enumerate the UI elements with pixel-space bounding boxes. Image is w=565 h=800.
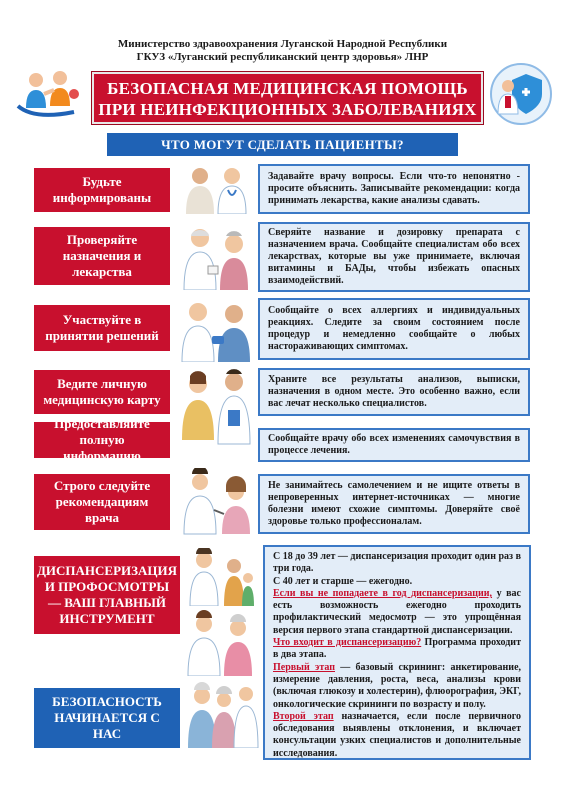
tip-label-informed: Будьте информированы [34,168,170,212]
dispanser-para-6-text: назначается, если после первичного обследования выявлены отклонения, и включает консультации узких специалистов и дополнительные исследования. [273,710,521,759]
dispanser-para-5 [273,662,521,711]
tip-label-full-info: Предоставляйте полную информацию [34,422,170,458]
ministry-line-1: Министерство здравоохранения Луганской Народной Республики [117,38,448,50]
tip-label-medical-record: Ведите личную медицинскую карту [34,370,170,414]
tip-text-prescriptions [258,222,530,292]
tip-text-informed [258,164,530,214]
tip-text: Сверяйте название и дозировку препарата с назначением врача. Сообщайте специалистам обо всех лекарствах, которые вы уже принимаете, включая витамины и БАДы, чтобы избежать опасных взаимодействий. [268,226,520,287]
tip-text-full-info [258,428,530,462]
safety-label: БЕЗОПАСНОСТЬ НАЧИНАЕТСЯ С НАС [34,688,180,748]
tip-text: Не занимайтесь самолечением и не ищите ответы в непроверенных интернет-источниках — многие болезни имеют схожие симптомы. Доверяйте своё здоровье только профессионалам. [268,479,520,528]
dispanser-second-stage: Второй этап [273,710,334,722]
doctors-logo-icon [14,64,88,122]
doctor-family-icon [184,548,260,606]
dispanser-label: ДИСПАНСЕРИЗАЦИЯ И ПРОФОСМОТРЫ — ВАШ ГЛАВНЫЙ ИНСТРУМЕНТ [34,556,180,634]
section-subtitle: ЧТО МОГУТ СДЕЛАТЬ ПАЦИЕНТЫ? [107,133,458,156]
doctor-patient-icon [178,164,256,214]
doctor-examining-patient-icon [178,468,256,536]
dispanser-para-4-text: Программа проходит в два этапа. [273,637,521,661]
tip-text-decisions [258,298,530,360]
main-title-banner [92,72,483,124]
doctor-elderly-patient-icon [184,610,260,676]
pharmacist-icon [178,222,256,290]
tip-label-prescriptions: Проверяйте назначения и лекарства [34,227,170,285]
doctors-shield-logo-icon [490,62,552,126]
dispanser-para-4 [273,637,521,662]
tip-text: Задавайте врачу вопросы. Если что-то непонятно - просите объяснить. Записывайте рекомендации: когда принимать лекарства, какие анализы сдавать. [268,170,520,207]
ministry-header [0,38,565,64]
tip-text: Сообщайте врачу обо всех изменениях самочувствия в процессе лечения. [268,432,520,456]
dispanser-para-5-text: — базовый скрининг: анкетирование, измерение давления, роста, веса, анализы крови (включая глюкозу и холестерин), флюорография, ЭКГ, онкологические скрининги по возрасту и полу. [273,661,522,710]
dispanser-link-not-in-year[interactable]: Если вы не попадаете в год диспансеризации, [273,587,493,599]
tip-label-follow-recommendations: Строго следуйте рекомендациям врача [34,474,170,530]
dispanser-link-whats-included[interactable]: Что входит в диспансеризацию? [273,637,422,649]
ministry-line-2: ГКУЗ «Луганский республиканский центр здоровья» ЛНР [136,51,429,63]
tip-text: Храните все результаты анализов, выписки, назначения в одном месте. Это особенно важно, если вас лечат несколько специалистов. [268,373,520,410]
tip-label-decisions: Участвуйте в принятии решений [34,305,170,351]
tip-text-follow-recommendations [258,474,530,534]
dispanser-para-3 [273,588,521,637]
tip-text: Сообщайте о всех аллергиях и индивидуальных реакциях. Следите за своим состоянием после процедур и немедленно сообщайте о любых настораживающих симптомах. [268,304,520,353]
dispanser-para-3-text: у вас есть возможность ежегодно проходить профилактический медосмотр — это упрощённая версия первого этапа стандартной диспансеризации. [273,587,521,636]
elderly-couple-doctor-icon [184,680,260,748]
main-title-line-2: ПРИ НЕИНФЕКЦИОННЫХ ЗАБОЛЕВАНИЯХ [98,100,477,119]
main-title-line-1: БЕЗОПАСНАЯ МЕДИЦИНСКАЯ ПОМОЩЬ [107,79,468,98]
tip-text-medical-record [258,368,530,416]
dispanser-para-1: С 18 до 39 лет — диспансеризация проходит один раз в три года. [273,551,521,575]
dispanser-info-box [263,545,531,760]
dispanser-para-2: С 40 лет и старше — ежегодно. [273,575,413,587]
blood-pressure-check-icon [178,296,256,362]
dispanser-para-6 [273,711,521,760]
doctor-consultation-icon [178,366,256,446]
dispanser-first-stage: Первый этап [273,661,336,673]
